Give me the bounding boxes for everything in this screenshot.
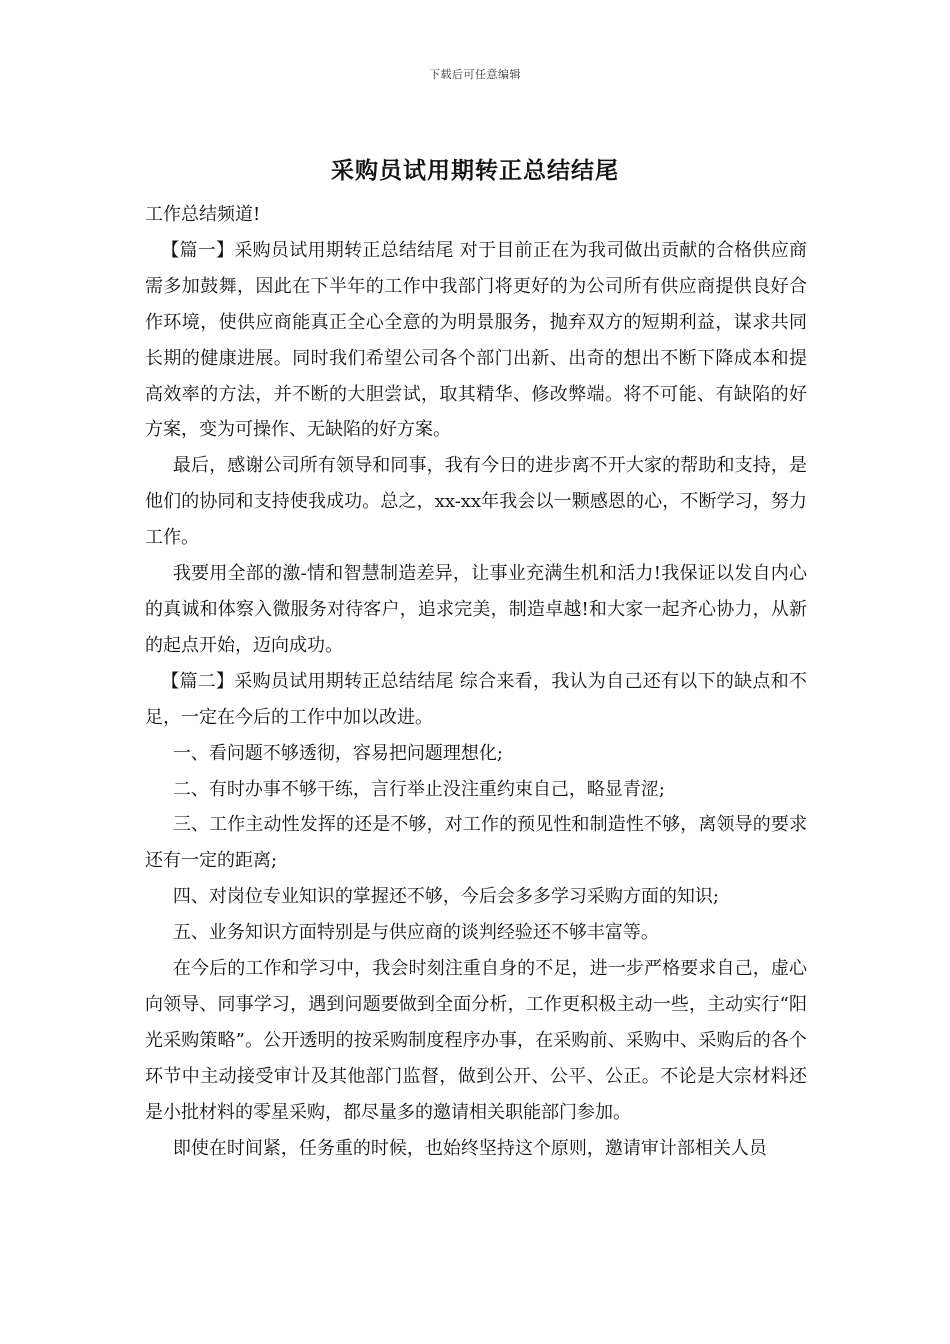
list-item: 四、对岗位专业知识的掌握还不够，今后会多多学习采购方面的知识; bbox=[172, 886, 719, 908]
list-item: 五、业务知识方面特别是与供应商的谈判经验还不够丰富等。 bbox=[172, 922, 659, 944]
paragraph: 我要用全部的激-情和智慧制造差异，让事业充满生机和活力!我保证以发自内心的真诚和体察入微服务对待客户，追求完美，制造卓越!和大家一起齐心协力，从新的起点开始，迈向成功。 bbox=[145, 563, 807, 656]
list-item: 三、工作主动性发挥的还是不够，对工作的预见性和制造性不够，离领导的要求还有一定的距离; bbox=[145, 814, 807, 872]
header-note: 下载后可任意编辑 bbox=[429, 68, 521, 81]
paragraph-section-two: 【篇二】采购员试用期转正总结结尾 综合来看，我认为自己还有以下的缺点和不足，一定在今后的工作中加以改进。 bbox=[145, 670, 807, 728]
list-item: 一、看问题不够透彻，容易把问题理想化; bbox=[172, 742, 503, 764]
paragraph-intro: 工作总结频道! bbox=[145, 204, 261, 225]
paragraph-section-one: 【篇一】采购员试用期转正总结结尾 对于目前正在为我司做出贡献的合格供应商需多加鼓舞，因此在下半年的工作中我部门将更好的为公司所有供应商提供良好合作环境，使供应商能真正全心全意的为明景服务，抛弃双方的短期利益，谋求共同长期的健康进展。同时我们希望公司各个部门出新、出奇的想出不断下降成本和提高效率的方法，并不断的大胆尝试，取其精华、修改弊端。将不可能、有缺陷的好方案，变为可操作、无缺陷的好方案。 bbox=[145, 239, 807, 441]
paragraph: 即使在时间紧，任务重的时候，也始终坚持这个原则，邀请审计部相关人员 bbox=[172, 1137, 767, 1159]
list-item: 二、有时办事不够干练，言行举止没注重约束自己，略显青涩; bbox=[172, 778, 665, 800]
document-body bbox=[145, 197, 807, 1166]
document-title: 采购员试用期转正总结结尾 bbox=[331, 157, 619, 184]
paragraph: 最后，感谢公司所有领导和同事，我有今日的进步离不开大家的帮助和支持，是他们的协同和支持使我成功。总之，xx-xx年我会以一颗感恩的心，不断学习，努力工作。 bbox=[145, 455, 807, 549]
paragraph: 在今后的工作和学习中，我会时刻注重自身的不足，进一步严格要求自己，虚心向领导、同事学习，遇到问题要做到全面分析，工作更积极主动一些，主动实行“阳光采购策略”。公开透明的按采购制度程序办事，在采购前、采购中、采购后的各个环节中主动接受审计及其他部门监督，做到公开、公平、公正。不论是大宗材料还是小批材料的零星采购，都尽量多的邀请相关职能部门参加。 bbox=[145, 958, 807, 1123]
